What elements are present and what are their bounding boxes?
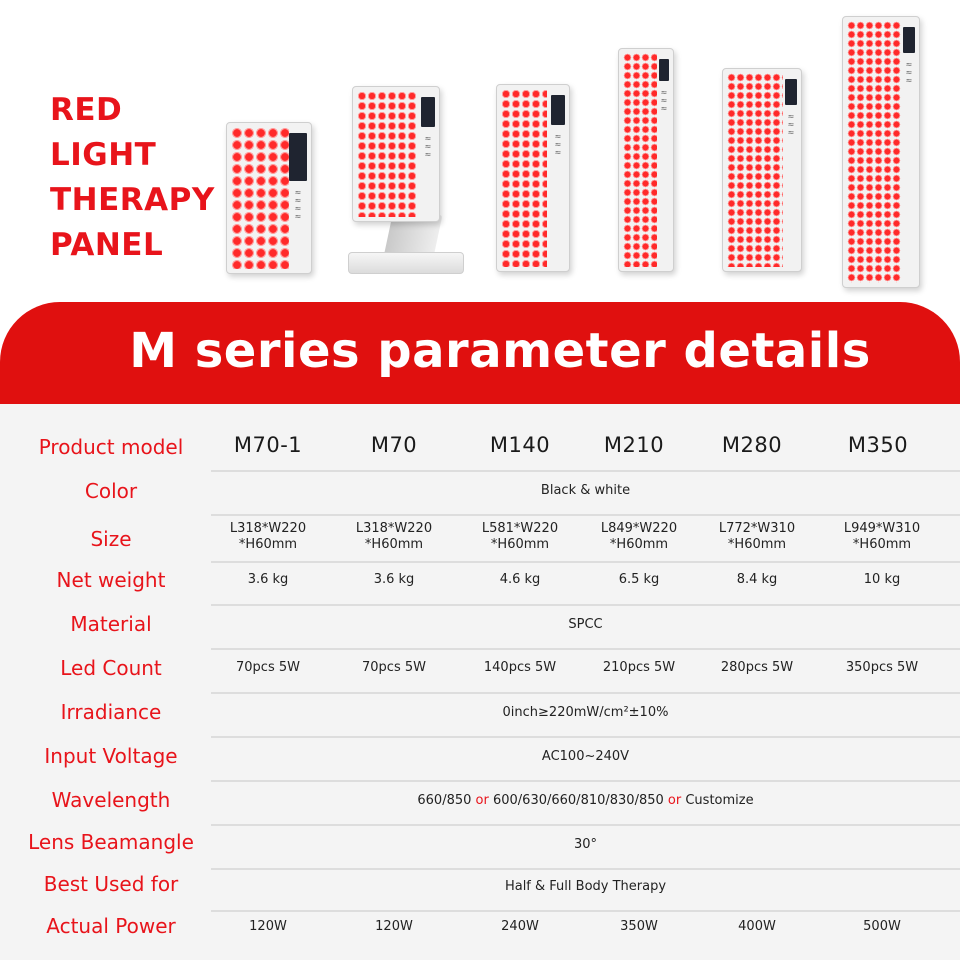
- wavelength-part: 600/630/660/810/830/850: [492, 793, 664, 808]
- row-divider: [211, 470, 960, 472]
- power-cell: 120W: [249, 919, 287, 934]
- power-cell: 400W: [738, 919, 776, 934]
- model-header: M210: [603, 433, 665, 457]
- weight-cell: 8.4 kg: [736, 572, 778, 587]
- wavelength-or: or: [667, 793, 682, 808]
- row-divider: [211, 648, 960, 650]
- power-cell: 120W: [375, 919, 413, 934]
- row-label: Net weight: [56, 568, 166, 592]
- hero-title-line: LIGHT: [50, 137, 157, 173]
- size-cell: L318*W220 *H60mm: [355, 521, 433, 552]
- size-cell: L849*W220 *H60mm: [600, 521, 678, 552]
- weight-cell: 6.5 kg: [618, 572, 660, 587]
- power-cell: 240W: [501, 919, 539, 934]
- hero-title-line: THERAPY: [50, 182, 215, 218]
- led-cell: 70pcs 5W: [362, 660, 426, 675]
- table-row-net-weight: [0, 566, 960, 606]
- power-cell: 500W: [863, 919, 901, 934]
- product-image-m70-1: ≈ ≈ ≈ ≈: [226, 122, 312, 274]
- row-divider: [211, 514, 960, 516]
- row-divider: [211, 780, 960, 782]
- hero-title-line: PANEL: [50, 227, 164, 263]
- row-value: 0inch≥220mW/cm²±10%: [502, 705, 669, 720]
- weight-cell: 3.6 kg: [247, 572, 289, 587]
- row-value: Black & white: [540, 483, 631, 498]
- model-header: M280: [721, 433, 783, 457]
- row-value: 30°: [573, 837, 598, 852]
- model-header: M350: [847, 433, 909, 457]
- row-label: Material: [70, 612, 152, 636]
- weight-cell: 3.6 kg: [373, 572, 415, 587]
- size-cell: L772*W310 *H60mm: [718, 521, 796, 552]
- row-label: Size: [90, 527, 132, 551]
- table-row-size: [0, 520, 960, 562]
- row-divider: [211, 692, 960, 694]
- product-image-m140: ≈ ≈ ≈: [496, 84, 570, 272]
- led-cell: 350pcs 5W: [845, 660, 919, 675]
- row-label: Wavelength: [51, 788, 171, 812]
- model-header: M70-1: [233, 433, 303, 457]
- product-image-m210: ≈ ≈ ≈: [618, 48, 674, 272]
- row-value: AC100~240V: [541, 749, 630, 764]
- table-row-color: [0, 478, 960, 516]
- row-label: Actual Power: [46, 914, 176, 938]
- row-divider: [211, 910, 960, 912]
- row-label: Irradiance: [60, 700, 162, 724]
- product-image-m70: ≈ ≈ ≈: [352, 86, 440, 222]
- banner-title: M series parameter details: [129, 323, 871, 379]
- product-image-m280: ≈ ≈ ≈: [722, 68, 802, 272]
- row-label: Led Count: [60, 656, 162, 680]
- size-cell: L949*W310 *H60mm: [843, 521, 921, 552]
- led-cell: 280pcs 5W: [720, 660, 794, 675]
- row-divider: [211, 824, 960, 826]
- wavelength-part: 660/850: [417, 793, 472, 808]
- model-header: M70: [370, 433, 418, 457]
- power-cell: 350W: [620, 919, 658, 934]
- table-row-material: [0, 610, 960, 650]
- row-divider: [211, 561, 960, 563]
- row-label: Lens Beamangle: [28, 830, 194, 854]
- row-label: Color: [84, 479, 138, 503]
- row-value: Half & Full Body Therapy: [504, 879, 667, 894]
- table-row-wavelength: [0, 786, 960, 826]
- table-row-lens-beamangle: [0, 829, 960, 869]
- size-cell: L318*W220 *H60mm: [229, 521, 307, 552]
- led-cell: 70pcs 5W: [236, 660, 300, 675]
- table-row-best-used-for: [0, 871, 960, 911]
- parameter-table: [0, 404, 960, 960]
- size-cell: L581*W220 *H60mm: [481, 521, 559, 552]
- wavelength-or: or: [475, 793, 489, 808]
- table-row-led-count: [0, 654, 960, 694]
- banner: [0, 302, 960, 404]
- led-cell: 140pcs 5W: [483, 660, 557, 675]
- table-row-actual-power: [0, 913, 960, 953]
- weight-cell: 4.6 kg: [499, 572, 541, 587]
- hero-title-line: RED: [50, 92, 123, 128]
- hero-title: [50, 88, 225, 268]
- row-divider: [211, 736, 960, 738]
- row-value: [211, 793, 960, 808]
- wavelength-part: Customize: [685, 793, 754, 808]
- row-label: Product model: [38, 435, 184, 459]
- row-label: Best Used for: [43, 872, 179, 896]
- table-row-input-voltage: [0, 742, 960, 782]
- table-row-irradiance: [0, 698, 960, 738]
- model-header: M140: [489, 433, 551, 457]
- row-label: Input Voltage: [44, 744, 178, 768]
- row-divider: [211, 868, 960, 870]
- hero-section: [0, 0, 960, 305]
- stand-base: [348, 252, 464, 274]
- product-image-m350: ≈ ≈ ≈: [842, 16, 920, 288]
- table-row-product-model: [0, 432, 960, 472]
- weight-cell: 10 kg: [863, 572, 901, 587]
- led-cell: 210pcs 5W: [602, 660, 676, 675]
- row-divider: [211, 604, 960, 606]
- row-value: SPCC: [568, 617, 603, 632]
